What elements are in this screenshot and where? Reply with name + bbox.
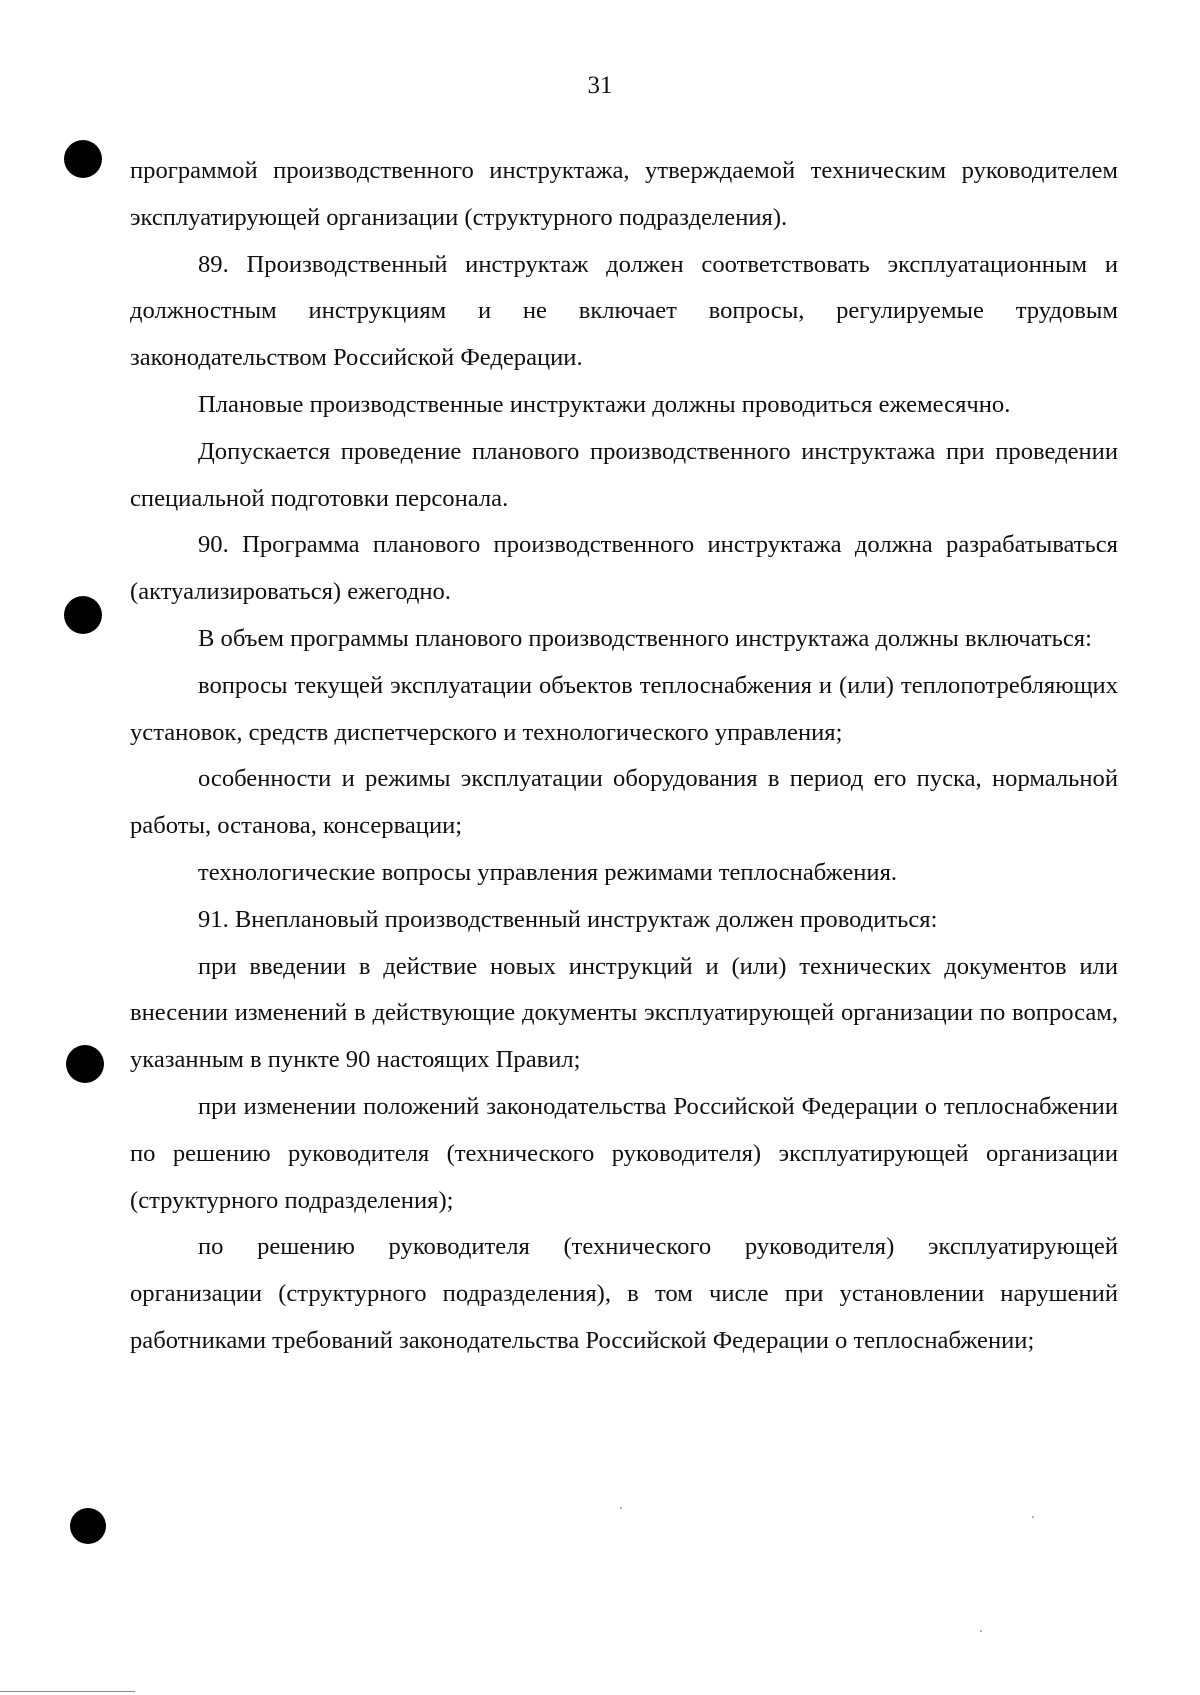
punch-hole-icon bbox=[70, 1508, 106, 1544]
scan-speck bbox=[980, 1630, 982, 1632]
list-item: по решению руководителя (технического руководителя) эксплуатирующей организации (структурного подразделения), в том числе при установлении нарушений работниками требований законодательства Российской Федерации о теплоснабжении; bbox=[130, 1233, 1118, 1354]
punch-hole-icon bbox=[64, 140, 102, 178]
paragraph-continuation: программой производственного инструктажа, утверждаемой техническим руководителем эксплуатирующей организации (структурного подразделения). bbox=[130, 157, 1118, 231]
paragraph: В объем программы планового производственного инструктажа должны включаться: bbox=[198, 624, 1092, 652]
scan-speck bbox=[1032, 1516, 1034, 1518]
paragraph: Плановые производственные инструктажи должны проводиться ежемесячно. bbox=[198, 390, 1011, 418]
list-item: при введении в действие новых инструкций и (или) технических документов или внесении изменений в действующие документы эксплуатирующей организации по вопросам, указанным в пункте 90 настоящих Правил; bbox=[130, 952, 1118, 1074]
list-item: вопросы текущей эксплуатации объектов теплоснабжения и (или) теплопотребляющих установок, средств диспетчерского и технологического управления; bbox=[130, 671, 1118, 746]
paragraph: Допускается проведение планового производственного инструктажа при проведении специальной подготовки персонала. bbox=[130, 437, 1118, 512]
list-item: технологические вопросы управления режимами теплоснабжения. bbox=[198, 858, 898, 886]
scan-edge-line bbox=[0, 1691, 135, 1692]
page-number: 31 bbox=[587, 72, 613, 99]
punch-hole-icon bbox=[66, 1045, 104, 1083]
body-text bbox=[130, 148, 1118, 1365]
paragraph-90: 90. Программа планового производственного инструктажа должна разрабатываться (актуализироваться) ежегодно. bbox=[130, 531, 1118, 606]
paragraph-91: 91. Внеплановый производственный инструктаж должен проводиться: bbox=[198, 905, 938, 933]
list-item: при изменении положений законодательства Российской Федерации о теплоснабжении по решению руководителя (технического руководителя) эксплуатирующей организации (структурного подразделения); bbox=[130, 1092, 1118, 1214]
paragraph-89: 89. Производственный инструктаж должен соответствовать эксплуатационным и должностным инструкциям и не включает вопросы, регулируемые трудовым законодательством Российской Федерации. bbox=[130, 250, 1118, 372]
scan-speck bbox=[620, 1507, 622, 1509]
list-item: особенности и режимы эксплуатации оборудования в период его пуска, нормальной работы, останова, консервации; bbox=[130, 765, 1118, 840]
punch-hole-icon bbox=[64, 596, 102, 634]
